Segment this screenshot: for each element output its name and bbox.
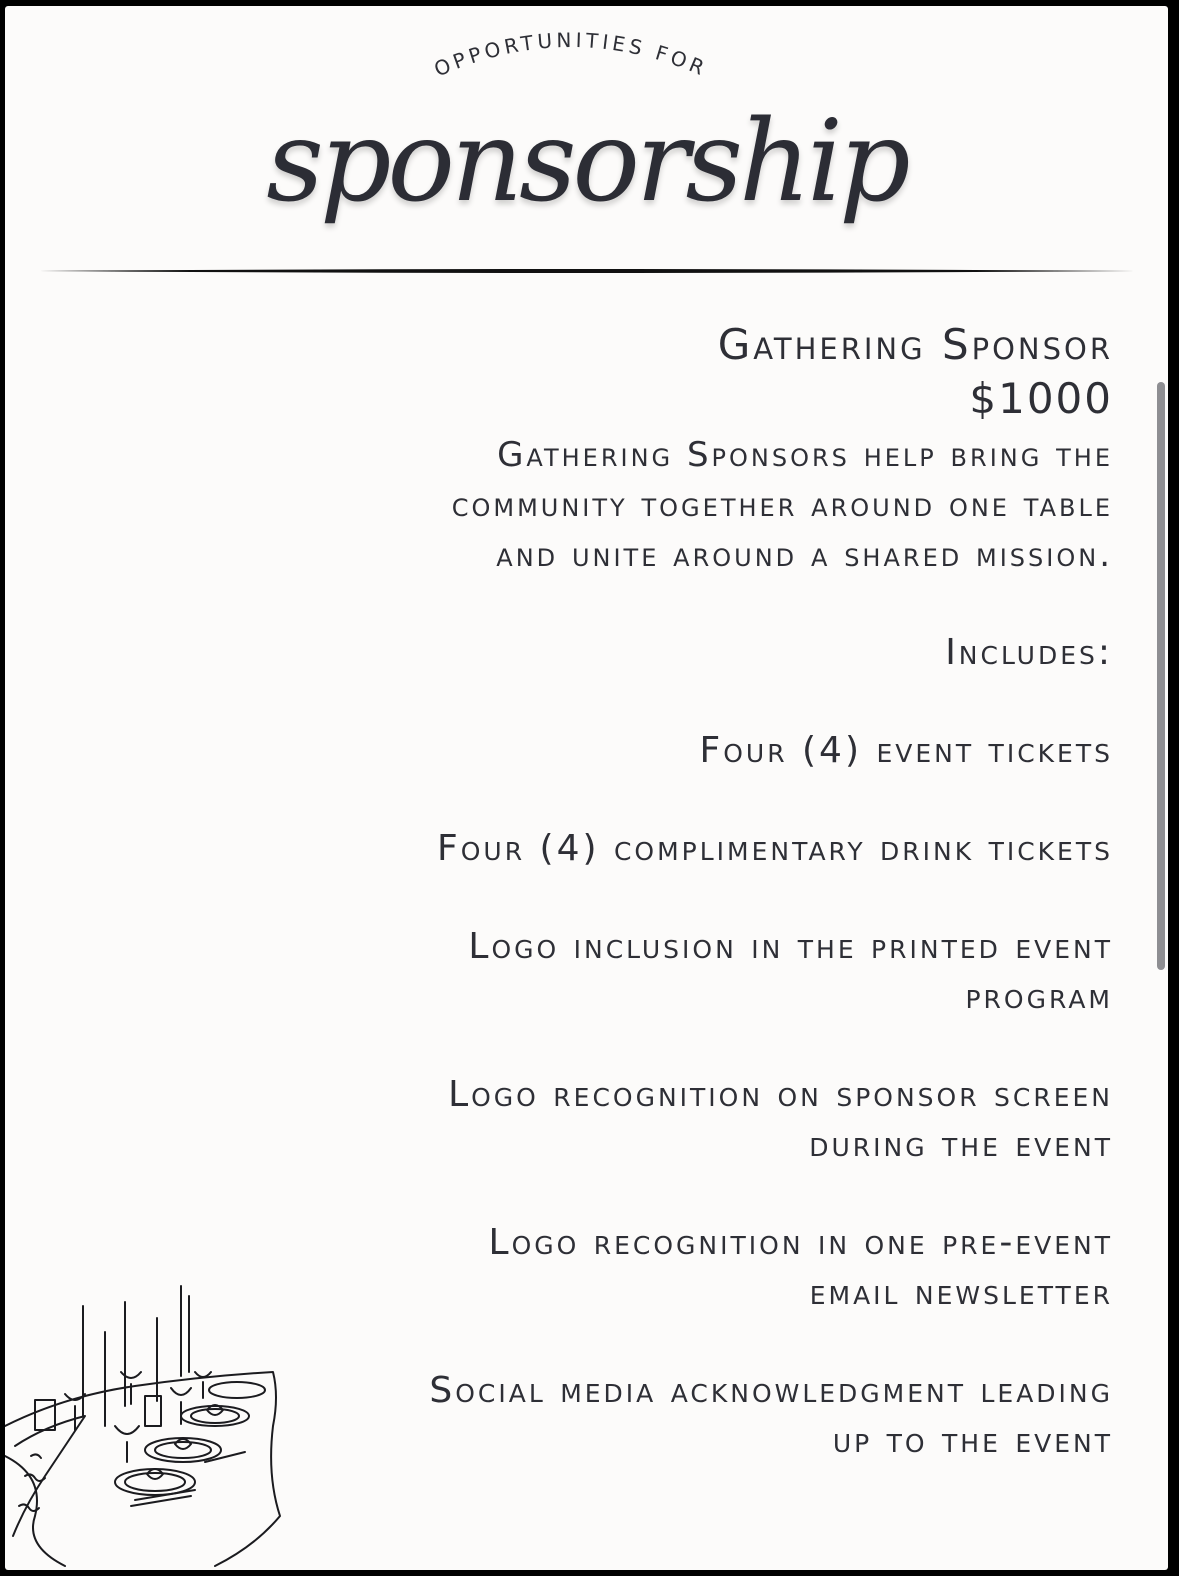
benefit-item: [213, 1366, 1113, 1466]
benefit-item: [213, 922, 1113, 1022]
header: [5, 6, 1168, 266]
arc-label: OPPORTUNITIES FOR: [430, 27, 712, 82]
benefit-line: Four (4) event tickets: [699, 730, 1113, 771]
benefit-line: Logo recognition on sponsor screen: [448, 1074, 1113, 1115]
page-title: sponsorship: [266, 97, 907, 227]
divider: [39, 268, 1135, 274]
page-frame: [5, 6, 1168, 1570]
benefit-line: Social media acknowledgment leading: [429, 1370, 1113, 1411]
benefit-line: Logo inclusion in the printed event: [468, 926, 1113, 967]
benefit-item: [213, 824, 1113, 874]
tier-section: [213, 316, 1113, 1466]
description-line: community together around one table: [451, 485, 1113, 525]
description-line: Gathering Sponsors help bring the: [497, 435, 1113, 475]
tier-price: $1000: [969, 374, 1113, 423]
tier-description: [213, 430, 1113, 580]
benefit-line: during the event: [809, 1124, 1113, 1165]
benefit-line: Logo recognition in one pre-event: [488, 1222, 1113, 1263]
description-line: and unite around a shared mission.: [496, 535, 1113, 575]
benefit-item: [213, 726, 1113, 776]
tier-title: Gathering Sponsor: [717, 320, 1113, 369]
benefit-item: [213, 1218, 1113, 1318]
svg-text:OPPORTUNITIES FOR: [431, 28, 712, 81]
benefit-item: [213, 1070, 1113, 1170]
benefit-line: email newsletter: [809, 1272, 1113, 1313]
benefit-line: program: [965, 976, 1113, 1017]
table-setting-illustration-icon: [5, 1276, 295, 1570]
benefit-line: Four (4) complimentary drink tickets: [437, 828, 1113, 869]
includes-label: Includes:: [945, 632, 1113, 673]
benefit-line: up to the event: [832, 1420, 1113, 1461]
vertical-scrollbar[interactable]: [1157, 382, 1165, 970]
